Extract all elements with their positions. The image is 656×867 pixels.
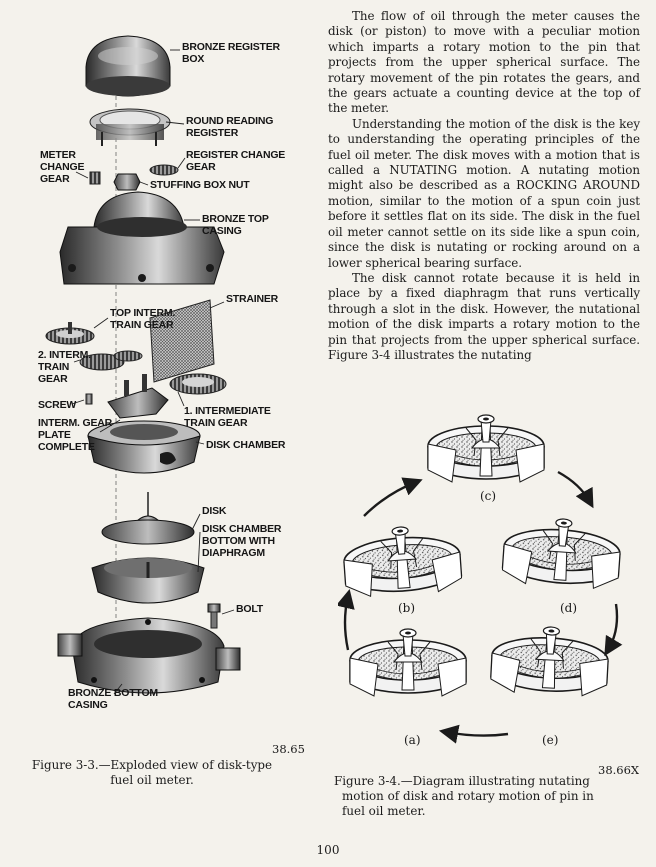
figure-3-4-caption: Figure 3-4.—Diagram illustrating nutating motion of disk and rotary motion of pin in fuel oil meter. — [334, 774, 594, 818]
panel-c — [428, 415, 544, 482]
panel-label-d: (d) — [560, 601, 578, 615]
page-number: 100 — [316, 843, 340, 857]
label-interm-gear-plate: INTERM. GEAR PLATE COMPLETE — [38, 417, 113, 453]
label-disk: DISK — [202, 505, 227, 517]
panel-label-e: (e) — [542, 733, 559, 747]
label-meter-change-gear: METER CHANGE GEAR — [40, 149, 85, 185]
figure-3-3-caption: Figure 3-3.—Exploded view of disk-type fuel oil meter. — [31, 758, 273, 787]
meter-change-gear-part — [90, 172, 100, 184]
panel-label-c: (c) — [480, 489, 497, 503]
bronze-register-box-part — [86, 36, 170, 96]
label-register-change-gear: REGISTER CHANGE GEAR — [186, 149, 286, 173]
label-strainer: STRAINER — [226, 293, 279, 305]
label-stuffing-box-nut: STUFFING BOX NUT — [150, 179, 250, 191]
top-interm-train-gear-part — [46, 322, 94, 344]
bronze-top-casing-part — [60, 192, 224, 284]
label-bronze-top-casing: BRONZE TOP CASING — [202, 213, 269, 237]
nutating-motion-figure — [338, 398, 638, 758]
panel-a — [350, 629, 466, 696]
round-reading-register-part — [90, 109, 170, 146]
figure-3-3-ref-number: 38.65 — [272, 742, 305, 756]
first-intermediate-train-gear-part — [170, 374, 226, 394]
panel-label-b: (b) — [398, 601, 416, 615]
label-disk-chamber-bottom: DISK CHAMBER BOTTOM WITH DIAPHRAGM — [202, 523, 282, 559]
paragraph-3: The disk cannot rotate because it is held in place by a fixed diaphragm that runs vertically through a slot in the disk. However, the nutational motion of the disk imparts a rotary motion to the pin that projects from the upper spherical surface. Figure 3-4 illustrates the nutating — [328, 270, 640, 362]
label-bronze-register-box: BRONZE REGISTER BOX — [182, 41, 280, 65]
label-top-interm-train-gear: TOP INTERM. TRAIN GEAR — [110, 307, 176, 331]
panel-label-a: (a) — [404, 733, 421, 747]
paragraph-1: The flow of oil through the meter causes the disk (or piston) to move with a peculiar motion which imparts a rotary motion to the pin that projects from the upper spherical surface. The rotary movement of the pin rotates the gears, and the gears actuate a counting device at the top of the meter. — [328, 9, 640, 116]
body-text — [328, 9, 640, 363]
label-second-interm-train-gear: 2. INTERM. TRAIN GEAR — [38, 349, 91, 385]
figure-3-4-ref-number: 38.66X — [598, 763, 640, 777]
bronze-bottom-casing-part — [58, 618, 240, 693]
paragraph-2: Understanding the motion of the disk is the key to understanding the operating principles of the fuel oil meter. The disk moves with a motion that is called a NUTATING motion. A nutating motion might also be described as a ROCKING AROUND motion, similar to the motion of a spun coin just before it settles flat on its side. The disk in the fuel oil meter cannot settle on its side like a spun coin, since the disk is nutating or rocking around on a lower spherical bearing surface. — [328, 116, 640, 270]
label-bronze-bottom-casing: BRONZE BOTTOM CASING — [68, 687, 158, 711]
bolt-part — [208, 604, 220, 628]
panel-b — [342, 523, 462, 598]
label-round-reading-register: ROUND READING REGISTER — [186, 115, 274, 139]
disk-chamber-bottom-part — [92, 558, 204, 603]
panel-e — [490, 624, 609, 697]
label-screw: SCREW — [38, 399, 77, 411]
label-first-intermediate-train-gear: 1. INTERMEDIATE TRAIN GEAR — [184, 405, 271, 429]
panel-d — [502, 515, 622, 590]
register-change-gear-part — [150, 165, 178, 175]
label-disk-chamber: DISK CHAMBER — [206, 439, 286, 451]
exploded-view-figure — [38, 22, 300, 722]
stuffing-box-nut-part — [114, 174, 140, 190]
label-bolt: BOLT — [236, 603, 263, 615]
